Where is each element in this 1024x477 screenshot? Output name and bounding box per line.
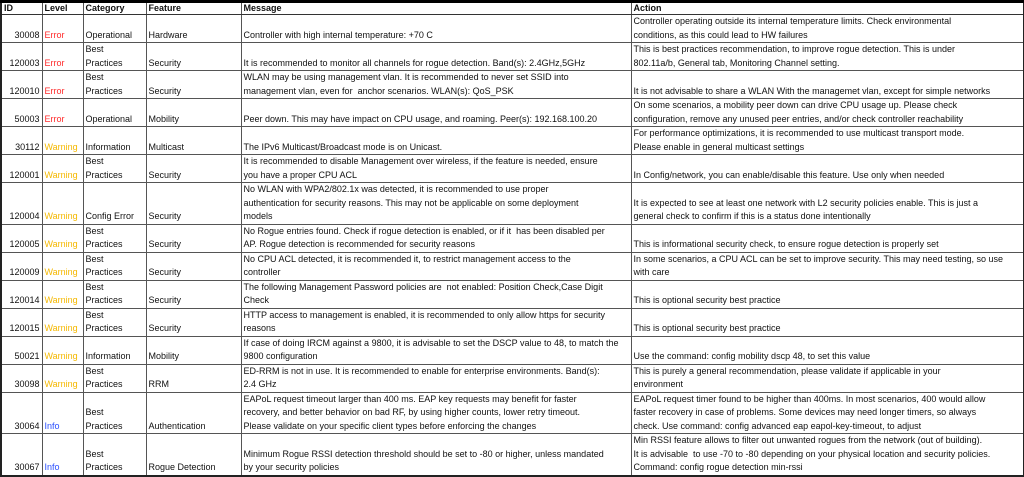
cell-category: Best Practices xyxy=(83,280,146,308)
cell-message: No WLAN with WPA2/802.1x was detected, it is recommended to use proper authentication for security reasons. This may not be applicable on some deployment models xyxy=(241,183,631,225)
cell-level: Error xyxy=(42,99,83,127)
cell-level: Error xyxy=(42,43,83,71)
cell-id: 120014 xyxy=(1,280,42,308)
cell-id: 120010 xyxy=(1,71,42,99)
cell-action: Use the command: config mobility dscp 48, to set this value xyxy=(631,336,1024,364)
table-row xyxy=(1,280,1024,308)
cell-category: Best Practices xyxy=(83,364,146,392)
cell-feature: Multicast xyxy=(146,127,241,155)
cell-action: For performance optimizations, it is recommended to use multicast transport mode. Please enable in general multicast settings xyxy=(631,127,1024,155)
cell-feature: Mobility xyxy=(146,99,241,127)
cell-category: Config Error xyxy=(83,183,146,225)
table-row xyxy=(1,71,1024,99)
table-row xyxy=(1,99,1024,127)
cell-id: 120009 xyxy=(1,252,42,280)
cell-action: This is optional security best practice xyxy=(631,308,1024,336)
cell-category: Best Practices xyxy=(83,155,146,183)
cell-level: Info xyxy=(42,434,83,476)
cell-level: Warning xyxy=(42,252,83,280)
cell-id: 120001 xyxy=(1,155,42,183)
header-row xyxy=(1,2,1024,15)
cell-level: Warning xyxy=(42,308,83,336)
cell-feature: Security xyxy=(146,155,241,183)
cell-feature: Security xyxy=(146,280,241,308)
cell-category: Best Practices xyxy=(83,43,146,71)
cell-action: In some scenarios, a CPU ACL can be set to improve security. This may need testing, so use with care xyxy=(631,252,1024,280)
header-feature: Feature xyxy=(146,2,241,15)
table-row xyxy=(1,308,1024,336)
cell-feature: Security xyxy=(146,43,241,71)
cell-action: This is best practices recommendation, to improve rogue detection. This is under 802.11a/b, General tab, Monitoring Channel setting. xyxy=(631,43,1024,71)
cell-level: Error xyxy=(42,15,83,43)
cell-message: If case of doing IRCM against a 9800, it is advisable to set the DSCP value to 48, to match the 9800 configuration xyxy=(241,336,631,364)
cell-id: 30008 xyxy=(1,15,42,43)
cell-feature: Rogue Detection xyxy=(146,434,241,476)
cell-message: Minimum Rogue RSSI detection threshold should be set to -80 or higher, unless mandated by your security policies xyxy=(241,434,631,476)
cell-category: Best Practices xyxy=(83,434,146,476)
cell-level: Warning xyxy=(42,280,83,308)
table-row xyxy=(1,155,1024,183)
cell-feature: Security xyxy=(146,252,241,280)
header-id: ID xyxy=(1,2,42,15)
cell-id: 120004 xyxy=(1,183,42,225)
header-category: Category xyxy=(83,2,146,15)
cell-action: In Config/network, you can enable/disable this feature. Use only when needed xyxy=(631,155,1024,183)
cell-message: EAPoL request timeout larger than 400 ms. EAP key requests may benefit for faster recovery, and better behavior on bad RF, by using higher counts, lower retry timeout. Please validate on your specific client types before enforcing the changes xyxy=(241,392,631,434)
cell-action: Controller operating outside its internal temperature limits. Check environmental conditions, as this could lead to HW failures xyxy=(631,15,1024,43)
cell-feature: Mobility xyxy=(146,336,241,364)
cell-message: No CPU ACL detected, it is recommended it, to restrict management access to the controller xyxy=(241,252,631,280)
cell-category: Best Practices xyxy=(83,224,146,252)
cell-level: Warning xyxy=(42,127,83,155)
cell-feature: RRM xyxy=(146,364,241,392)
cell-message: The following Management Password policies are not enabled: Position Check,Case Digit Check xyxy=(241,280,631,308)
cell-message: HTTP access to management is enabled, it is recommended to only allow https for security reasons xyxy=(241,308,631,336)
cell-id: 30067 xyxy=(1,434,42,476)
cell-action: On some scenarios, a mobility peer down can drive CPU usage up. Please check configuration, remove any unused peer entries, and/or check controller reachability xyxy=(631,99,1024,127)
cell-id: 120015 xyxy=(1,308,42,336)
cell-category: Operational xyxy=(83,15,146,43)
cell-message: It is recommended to monitor all channels for rogue detection. Band(s): 2.4GHz,5GHz xyxy=(241,43,631,71)
cell-id: 120003 xyxy=(1,43,42,71)
cell-category: Operational xyxy=(83,99,146,127)
table-row xyxy=(1,224,1024,252)
cell-category: Best Practices xyxy=(83,392,146,434)
cell-level: Warning xyxy=(42,155,83,183)
cell-category: Information xyxy=(83,336,146,364)
cell-feature: Security xyxy=(146,224,241,252)
cell-message: Controller with high internal temperature: +70 C xyxy=(241,15,631,43)
cell-category: Information xyxy=(83,127,146,155)
table-row xyxy=(1,392,1024,434)
cell-action: This is optional security best practice xyxy=(631,280,1024,308)
cell-action: EAPoL request timer found to be higher than 400ms. In most scenarios, 400 would allow faster recovery in case of problems. Some devices may need longer timers, so always check. Use command: config advanced eap eapol-key-timeout, to adjust xyxy=(631,392,1024,434)
cell-message: The IPv6 Multicast/Broadcast mode is on Unicast. xyxy=(241,127,631,155)
cell-level: Info xyxy=(42,392,83,434)
cell-action: Min RSSI feature allows to filter out unwanted rogues from the network (out of building). It is advisable to use -70 to -80 depending on your physical location and security policies. Command: config rogue detection min-rssi xyxy=(631,434,1024,476)
cell-category: Best Practices xyxy=(83,308,146,336)
cell-action: This is informational security check, to ensure rogue detection is properly set xyxy=(631,224,1024,252)
cell-category: Best Practices xyxy=(83,252,146,280)
cell-id: 50003 xyxy=(1,99,42,127)
table-row xyxy=(1,364,1024,392)
cell-feature: Security xyxy=(146,308,241,336)
cell-level: Warning xyxy=(42,183,83,225)
header-action: Action xyxy=(631,2,1024,15)
cell-feature: Authentication xyxy=(146,392,241,434)
table-row xyxy=(1,15,1024,43)
cell-message: No Rogue entries found. Check if rogue detection is enabled, or if it has been disabled per AP. Rogue detection is recommended for security reasons xyxy=(241,224,631,252)
cell-id: 30112 xyxy=(1,127,42,155)
cell-message: Peer down. This may have impact on CPU usage, and roaming. Peer(s): 192.168.100.20 xyxy=(241,99,631,127)
cell-message: ED-RRM is not in use. It is recommended to enable for enterprise environments. Band(s): 2.4 GHz xyxy=(241,364,631,392)
cell-id: 50021 xyxy=(1,336,42,364)
table-row xyxy=(1,43,1024,71)
cell-id: 30098 xyxy=(1,364,42,392)
table-row xyxy=(1,434,1024,476)
cell-message: WLAN may be using management vlan. It is recommended to never set SSID into management vlan, even for anchor scenarios. WLAN(s): QoS_PSK xyxy=(241,71,631,99)
cell-id: 30064 xyxy=(1,392,42,434)
cell-feature: Security xyxy=(146,183,241,225)
table-row xyxy=(1,252,1024,280)
table-row xyxy=(1,127,1024,155)
cell-action: It is not advisable to share a WLAN With the managemet vlan, except for simple networks xyxy=(631,71,1024,99)
cell-level: Error xyxy=(42,71,83,99)
table-body xyxy=(1,15,1024,476)
cell-feature: Security xyxy=(146,71,241,99)
header-level: Level xyxy=(42,2,83,15)
cell-action: It is expected to see at least one network with L2 security policies enable. This is just a general check to confirm if this is a status done intentionally xyxy=(631,183,1024,225)
cell-message: It is recommended to disable Management over wireless, if the feature is needed, ensure you have a proper CPU ACL xyxy=(241,155,631,183)
table-row xyxy=(1,336,1024,364)
cell-feature: Hardware xyxy=(146,15,241,43)
cell-id: 120005 xyxy=(1,224,42,252)
header-message: Message xyxy=(241,2,631,15)
table-row xyxy=(1,183,1024,225)
cell-action: This is purely a general recommendation, please validate if applicable in your environment xyxy=(631,364,1024,392)
cell-category: Best Practices xyxy=(83,71,146,99)
cell-level: Warning xyxy=(42,364,83,392)
cell-level: Warning xyxy=(42,336,83,364)
cell-level: Warning xyxy=(42,224,83,252)
